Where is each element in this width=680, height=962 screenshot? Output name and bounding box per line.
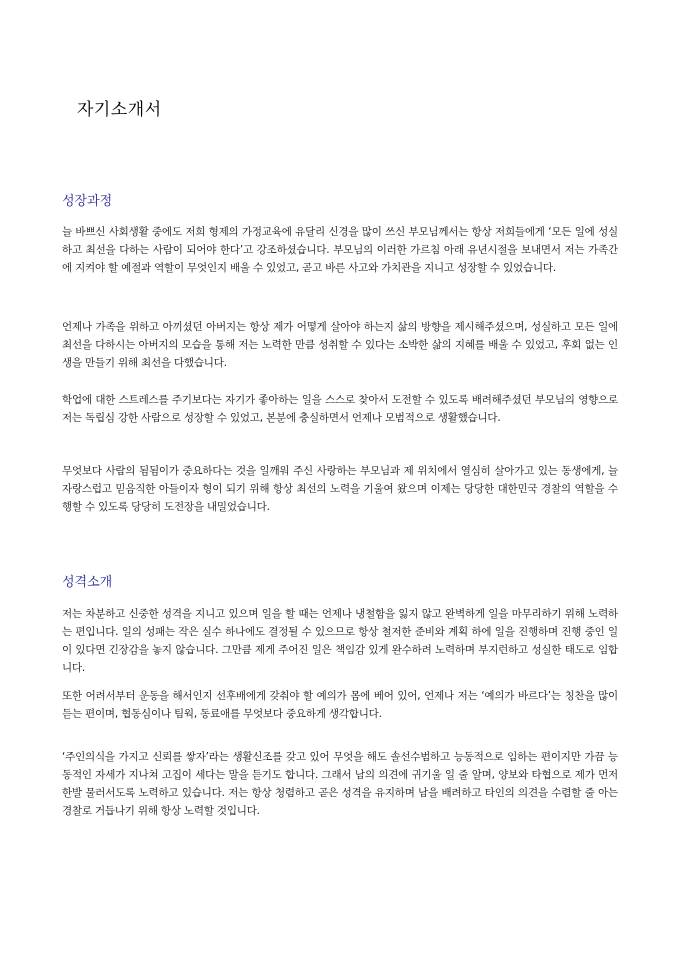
personality-paragraph-1: 저는 차분하고 신중한 성격을 지니고 있으며 일을 할 때는 언제나 냉철함을 잃지 않고 완벽하게 일을 마무리하기 위해 노력하는 편입니다. 일의 성패는 작은 실수 하나에도 결정될 수 있으므로 항상 철저한 준비와 계획 하에 일을 진행하며 진행 중인 일이 있다면 긴장감을 놓지 않습니다. 그만큼 제게 주어진 일은 책임감 있게 완수하려 노력하며 부지런하고 성실한 태도로 임합니다. bbox=[62, 608, 618, 674]
section-heading-growth: 성장과정 bbox=[62, 194, 113, 209]
growth-paragraph-4: 무엇보다 사람의 됨됨이가 중요하다는 것을 일깨워 주신 사랑하는 부모님과 제 위치에서 열심히 살아가고 있는 동생에게, 늘 자랑스럽고 믿음직한 아들이자 형이 되기 위해 항상 최선의 노력을 기울여 왔으며 이제는 당당한 대한민국 경찰의 역할을 수행할 수 있도록 당당히 도전장을 내밀었습니다. bbox=[62, 465, 618, 513]
growth-paragraph-1: 늘 바쁘신 사회생활 중에도 저희 형제의 가정교육에 유달리 신경을 많이 쓰신 부모님께서는 항상 저희들에게 ‘모든 일에 성실하고 최선을 다하는 사람이 되어야 한다’고 강조하셨습니다. 부모님의 이러한 가르침 아래 유년시절을 보내면서 저는 가족간에 지켜야 할 예절과 역할이 무엇인지 배울 수 있었고, 곧고 바른 사고와 가치관을 지니고 성장할 수 있었습니다. bbox=[62, 226, 618, 274]
document-title: 자기소개서 bbox=[77, 100, 162, 120]
growth-paragraph-2: 언제나 가족을 위하고 아끼셨던 아버지는 항상 제가 어떻게 살아야 하는지 삶의 방향을 제시해주셨으며, 성실하고 모든 일에 최선을 다하시는 아버지의 모습을 통해 저는 노력한 만큼 성취할 수 있다는 소박한 삶의 지혜를 배울 수 있었고, 후회 없는 인생을 만들기 위해 최선을 다했습니다. bbox=[62, 321, 618, 369]
personality-paragraph-2: 또한 어려서부터 운동을 해서인지 선후배에게 갖춰야 할 예의가 몸에 베어 있어, 언제나 저는 ‘예의가 바르다’는 칭찬을 많이 듣는 편이며, 협동심이나 팀웍, 동료애를 무엇보다 중요하게 생각합니다. bbox=[62, 690, 618, 720]
personality-paragraph-3: ‘주인의식을 가지고 신뢰를 쌓자’라는 생활신조를 갖고 있어 무엇을 해도 솔선수범하고 능동적으로 임하는 편이지만 가끔 능동적인 자세가 지나쳐 고집이 세다는 말을 듣기도 합니다. 그래서 남의 의견에 귀기울 일 줄 알며, 양보와 타협으로 제가 먼저 한발 물러서도록 노력하고 있습니다. 저는 항상 청렴하고 곧은 성격을 유지하며 남을 배려하고 타인의 의견을 수렴할 줄 아는 경찰로 거듭나기 위해 항상 노력할 것입니다. bbox=[62, 751, 618, 817]
section-heading-personality: 성격소개 bbox=[62, 575, 113, 590]
growth-paragraph-3: 학업에 대한 스트레스를 주기보다는 자기가 좋아하는 일을 스스로 찾아서 도전할 수 있도록 배려해주셨던 부모님의 영향으로 저는 독립심 강한 사람으로 성장할 수 있었고, 본분에 충실하면서 언제나 모범적으로 생활했습니다. bbox=[62, 394, 618, 424]
